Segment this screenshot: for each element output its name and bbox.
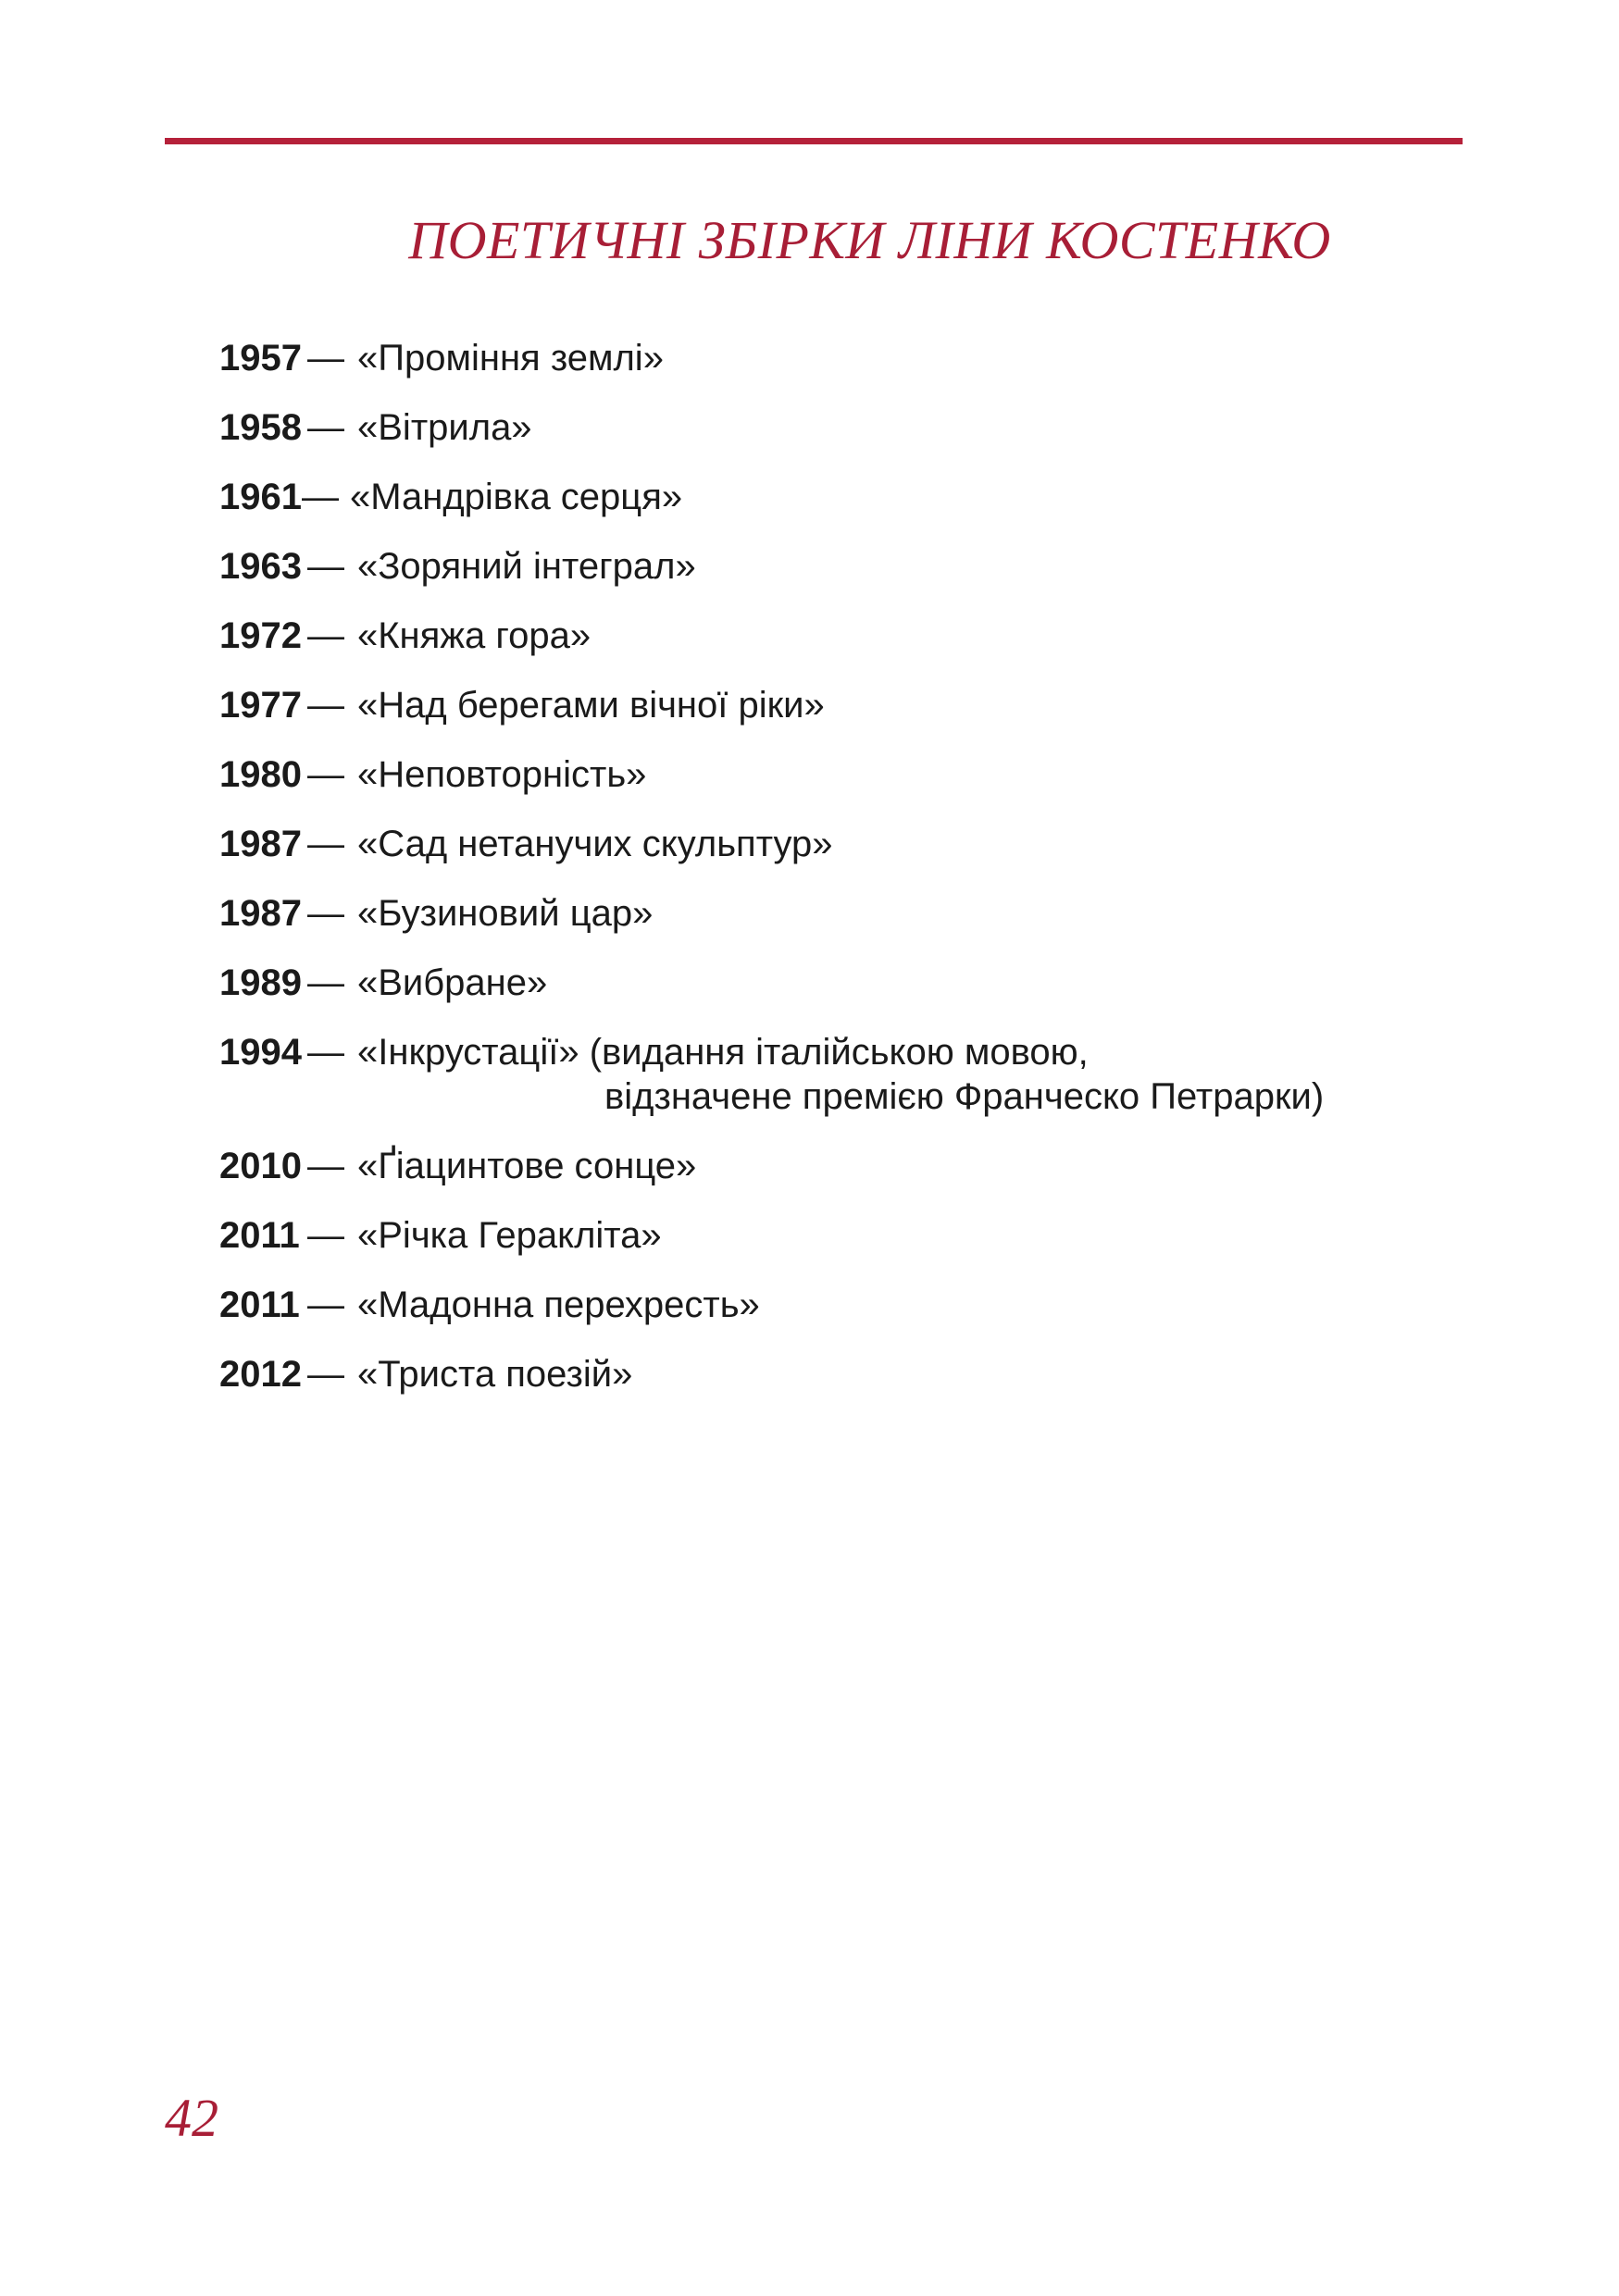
list-item	[219, 1213, 1324, 1258]
entry-year: 1977	[219, 685, 302, 726]
entry-year: 2011	[219, 1285, 300, 1325]
list-item	[219, 614, 1324, 658]
entry-title: «Зоряний інтеграл»	[357, 546, 696, 587]
entry-dash: —	[301, 477, 339, 517]
entry-title: «Вибране»	[357, 962, 548, 1003]
list-item	[219, 891, 1324, 936]
entry-dash: —	[307, 1146, 344, 1186]
entry-dash: —	[307, 824, 344, 864]
entry-dash: —	[307, 338, 344, 379]
entry-title: «Річка Геракліта»	[357, 1215, 662, 1256]
entry-title: «Неповторність»	[357, 754, 647, 795]
entry-dash: —	[307, 615, 344, 656]
entry-title: «Бузиновий цар»	[357, 893, 654, 934]
entry-dash: —	[307, 546, 344, 587]
entry-dash: —	[307, 1285, 344, 1325]
list-item	[219, 1283, 1324, 1327]
entry-dash: —	[307, 754, 344, 795]
entry-year: 2010	[219, 1146, 302, 1186]
entry-dash: —	[307, 1354, 344, 1395]
entry-dash: —	[307, 407, 344, 448]
entry-year: 2011	[219, 1215, 300, 1256]
entry-title: «Ґіацинтове сонце»	[357, 1146, 697, 1186]
top-rule	[165, 138, 1463, 144]
entry-year: 1972	[219, 615, 302, 656]
entry-year: 2012	[219, 1354, 302, 1395]
entry-dash: —	[307, 685, 344, 726]
entry-title: «Мадонна перехресть»	[357, 1285, 760, 1325]
entry-year: 1957	[219, 338, 302, 379]
list-item	[219, 336, 1324, 380]
list-item	[219, 1030, 1324, 1119]
entry-title: «Мандрівка серця»	[349, 477, 683, 517]
list-item	[219, 475, 1324, 519]
entry-title: «Княжа гора»	[357, 615, 592, 656]
collection-list	[219, 336, 1324, 1421]
entry-title: «Інкрустації»	[357, 1032, 579, 1073]
entry-title: «Сад нетанучих скульптур»	[357, 824, 833, 864]
entry-title: «Вітрила»	[357, 407, 532, 448]
entry-dash: —	[307, 1032, 344, 1073]
list-item	[219, 1352, 1324, 1396]
list-item	[219, 752, 1324, 797]
entry-year: 1987	[219, 893, 302, 934]
entry-year: 1994	[219, 1032, 302, 1073]
entry-year: 1987	[219, 824, 302, 864]
entry-note-continuation: відзначене премією Франческо Петрарки)	[604, 1076, 1325, 1117]
entry-year: 1961	[219, 477, 302, 517]
list-item	[219, 961, 1324, 1005]
entry-note: (видання італійською мовою,	[579, 1032, 1089, 1073]
entry-year: 1989	[219, 962, 302, 1003]
list-item	[219, 683, 1324, 727]
entry-year: 1963	[219, 546, 302, 587]
entry-title: «Над берегами вічної ріки»	[357, 685, 825, 726]
list-item	[219, 1144, 1324, 1188]
list-item	[219, 822, 1324, 866]
entry-dash: —	[307, 893, 344, 934]
entry-dash: —	[307, 1215, 344, 1256]
entry-title: «Проміння землі»	[357, 338, 664, 379]
entry-year: 1980	[219, 754, 302, 795]
list-item	[219, 405, 1324, 450]
list-item	[219, 544, 1324, 589]
entry-year: 1958	[219, 407, 302, 448]
entry-dash: —	[307, 962, 344, 1003]
page-number: 42	[165, 2088, 218, 2148]
page-title: ПОЕТИЧНІ ЗБІРКИ ЛІНИ КОСТЕНКО	[408, 210, 1331, 270]
entry-title: «Триста поезій»	[357, 1354, 633, 1395]
